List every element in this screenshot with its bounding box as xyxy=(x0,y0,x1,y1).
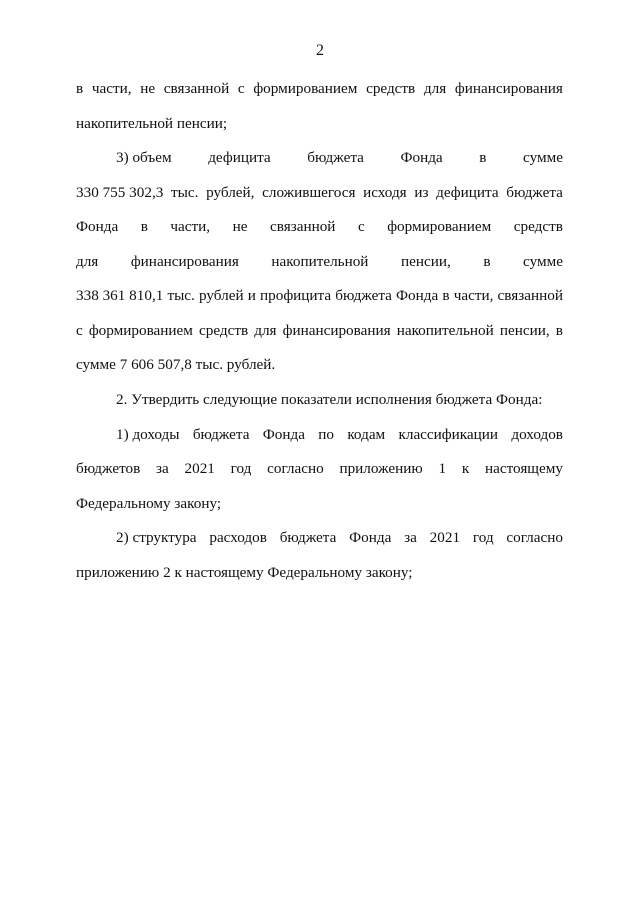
word: формированием xyxy=(88,322,193,339)
text-line xyxy=(76,460,563,478)
word: бюджета xyxy=(335,287,392,304)
word: профицита xyxy=(260,287,332,304)
word: за xyxy=(156,460,169,477)
word: сумме xyxy=(523,253,563,270)
word: тыс. xyxy=(167,287,195,304)
text-line: Федеральному закону; xyxy=(76,495,222,512)
text-line xyxy=(76,287,563,305)
text-line xyxy=(76,184,563,202)
word: 3) объем xyxy=(116,149,172,166)
text-line: накопительной пенсии; xyxy=(76,115,228,132)
word: не xyxy=(140,80,156,97)
word: части, xyxy=(170,218,211,235)
word: исходя xyxy=(363,184,407,201)
text-line xyxy=(76,80,563,98)
word: согласно xyxy=(267,460,324,477)
text-line xyxy=(116,149,563,167)
word: формированием xyxy=(253,80,358,97)
word: для xyxy=(76,253,99,270)
word: с xyxy=(76,322,83,339)
word: согласно xyxy=(506,529,563,546)
word: 2) структура xyxy=(116,529,197,546)
word: бюджета xyxy=(192,426,250,443)
word: 2021 xyxy=(184,460,215,477)
word: Фонда xyxy=(76,218,119,235)
word: в xyxy=(483,253,491,270)
word: не xyxy=(232,218,248,235)
word: Фонда xyxy=(400,149,443,166)
word: и xyxy=(247,287,256,304)
word: связанной xyxy=(497,287,563,304)
word: 1 xyxy=(438,460,447,477)
word: для xyxy=(254,322,277,339)
word: бюджета xyxy=(279,529,337,546)
word: финансирования xyxy=(130,253,239,270)
word: средств xyxy=(513,218,563,235)
word: сложившегося xyxy=(262,184,356,201)
word: по xyxy=(318,426,335,443)
word: за xyxy=(404,529,417,546)
word: 330 755 302,3 xyxy=(76,184,164,201)
word: к xyxy=(461,460,470,477)
word: связанной xyxy=(163,80,230,97)
word: финансирования xyxy=(282,322,391,339)
word: рублей xyxy=(199,287,244,304)
word: год xyxy=(472,529,494,546)
text-line xyxy=(76,218,563,236)
word: год xyxy=(230,460,252,477)
text-line xyxy=(76,253,563,271)
word: из xyxy=(414,184,429,201)
word: с xyxy=(357,218,365,235)
text-line: сумме 7 606 507,8 тыс. рублей. xyxy=(76,356,276,373)
word: 2021 xyxy=(429,529,461,546)
word: связанной xyxy=(270,218,336,235)
word: бюджетов xyxy=(76,460,141,477)
word: рублей, xyxy=(206,184,255,201)
text-line xyxy=(116,529,563,547)
word: 338 361 810,1 xyxy=(76,287,164,304)
word: в xyxy=(479,149,487,166)
word: приложению xyxy=(339,460,423,477)
word: настоящему xyxy=(484,460,563,477)
word: тыс. xyxy=(171,184,199,201)
word: пенсии, xyxy=(400,253,451,270)
word: для xyxy=(423,80,447,97)
word: формированием xyxy=(387,218,492,235)
word: классификации xyxy=(398,426,499,443)
word: доходов xyxy=(511,426,563,443)
word: бюджета xyxy=(506,184,563,201)
text-line xyxy=(76,322,563,340)
word: части, xyxy=(453,287,494,304)
word: расходов xyxy=(209,529,267,546)
word: в xyxy=(140,218,148,235)
word: сумме xyxy=(523,149,563,166)
word: бюджета xyxy=(307,149,364,166)
text-line: 2. Утвердить следующие показатели исполнения бюджета Фонда: xyxy=(116,391,543,408)
word: пенсии, xyxy=(499,322,550,339)
word: кодам xyxy=(347,426,386,443)
word: средств xyxy=(366,80,416,97)
word: Фонда xyxy=(396,287,439,304)
word: накопительной xyxy=(396,322,494,339)
word: части, xyxy=(91,80,132,97)
word: в xyxy=(442,287,450,304)
word: финансирования xyxy=(454,80,563,97)
word: Фонда xyxy=(349,529,392,546)
word: дефицита xyxy=(208,149,271,166)
word: накопительной xyxy=(271,253,369,270)
text-line xyxy=(116,426,563,444)
word: в xyxy=(555,322,563,339)
word: Фонда xyxy=(262,426,305,443)
word: дефицита xyxy=(436,184,499,201)
word: средств xyxy=(198,322,249,339)
text-line: приложению 2 к настоящему Федеральному закону; xyxy=(76,564,413,581)
page-number: 2 xyxy=(316,42,324,59)
word: в xyxy=(76,80,84,97)
word: 1) доходы xyxy=(116,426,180,443)
word: с xyxy=(237,80,245,97)
